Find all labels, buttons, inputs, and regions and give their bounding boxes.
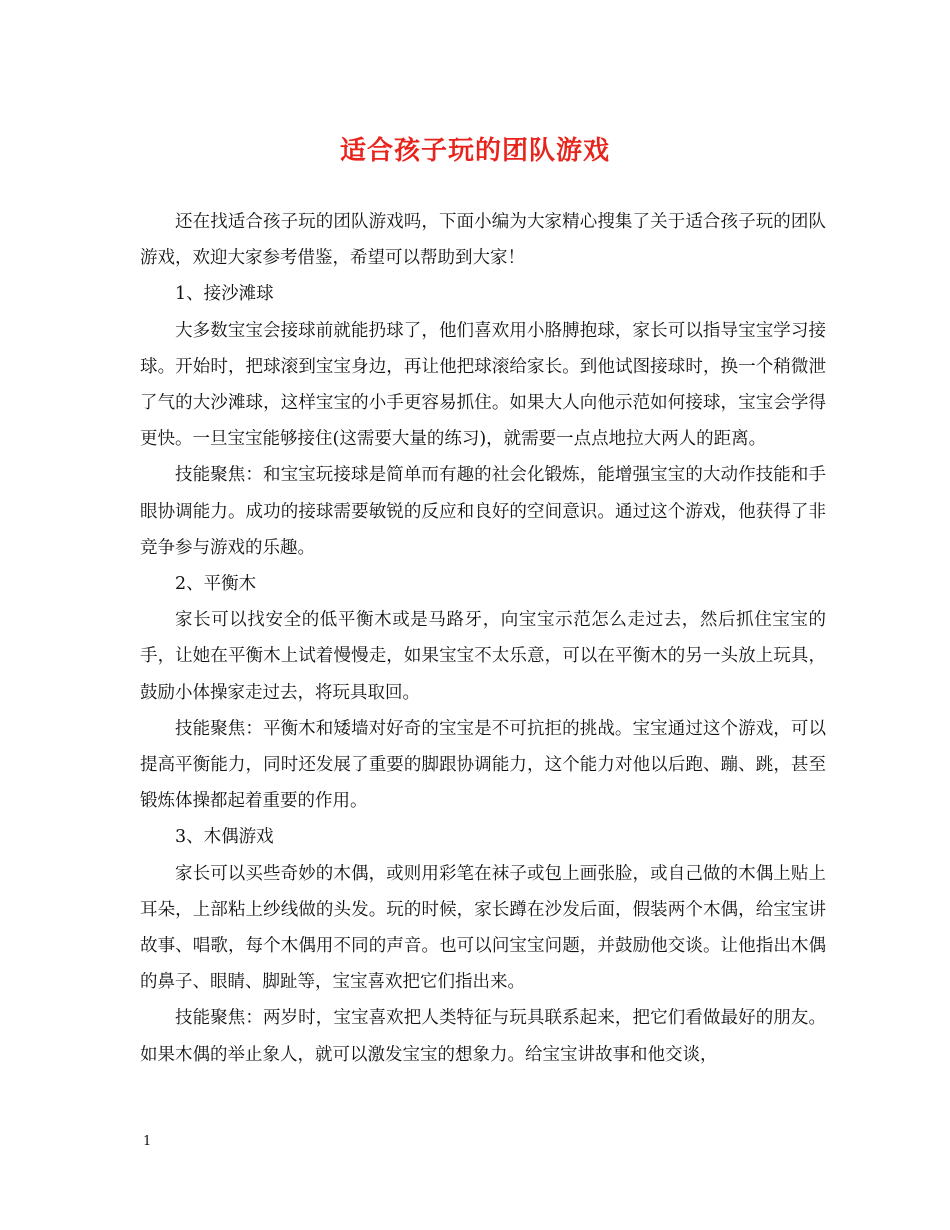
intro-paragraph: 还在找适合孩子玩的团队游戏吗，下面小编为大家精心搜集了关于适合孩子玩的团队游戏，欢迎大家参考借鉴，希望可以帮助到大家！ bbox=[140, 212, 826, 269]
section-2-skill-focus: 技能聚焦：平衡木和矮墙对好奇的宝宝是不可抗拒的挑战。宝宝通过这个游戏，可以提高平衡能力，同时还发展了重要的脚跟协调能力，这个能力对他以后跑、蹦、跳，甚至锻炼体操都起着重要的作用。 bbox=[140, 718, 826, 812]
section-heading-3: 3、木偶游戏 bbox=[175, 827, 274, 848]
section-heading-1: 1、接沙滩球 bbox=[175, 284, 274, 305]
section-2-content: 家长可以找安全的低平衡木或是马路牙，向宝宝示范怎么走过去，然后抓住宝宝的手，让她在平衡木上试着慢慢走，如果宝宝不太乐意，可以在平衡木的另一头放上玩具，鼓励小体操家走过去，将玩具取回。 bbox=[140, 610, 826, 703]
section-heading-2: 2、平衡木 bbox=[175, 574, 257, 595]
section-3-skill-focus: 技能聚焦：两岁时，宝宝喜欢把人类特征与玩具联系起来，把它们看做最好的朋友。如果木偶的举止象人，就可以激发宝宝的想象力。给宝宝讲故事和他交谈， bbox=[140, 1008, 826, 1065]
section-1-content: 大多数宝宝会接球前就能扔球了，他们喜欢用小胳膊抱球，家长可以指导宝宝学习接球。开始时，把球滚到宝宝身边，再让他把球滚给家长。到他试图接球时，换一个稍微泄了气的大沙滩球，这样宝宝的小手更容易抓住。如果大人向他示范如何接球，宝宝会学得更快。一旦宝宝能够接住(这需要大量的练习)，就需要一点点地拉大两人的距离。 bbox=[140, 320, 826, 450]
document-body bbox=[140, 204, 826, 1073]
page-title: 适合孩子玩的团队游戏 bbox=[339, 136, 610, 166]
page-number: 1 bbox=[143, 1134, 152, 1149]
section-1-skill-focus: 技能聚焦：和宝宝玩接球是简单而有趣的社会化锻炼，能增强宝宝的大动作技能和手眼协调能力。成功的接球需要敏锐的反应和良好的空间意识。通过这个游戏，他获得了非竞争参与游戏的乐趣。 bbox=[140, 465, 826, 558]
section-3-content: 家长可以买些奇妙的木偶，或则用彩笔在袜子或包上画张脸，或自己做的木偶上贴上耳朵，上部粘上纱线做的头发。玩的时候，家长蹲在沙发后面，假装两个木偶，给宝宝讲故事、唱歌，每个木偶用不同的声音。也可以问宝宝问题，并鼓励他交谈。让他指出木偶的鼻子、眼睛、脚趾等，宝宝喜欢把它们指出来。 bbox=[140, 863, 826, 993]
